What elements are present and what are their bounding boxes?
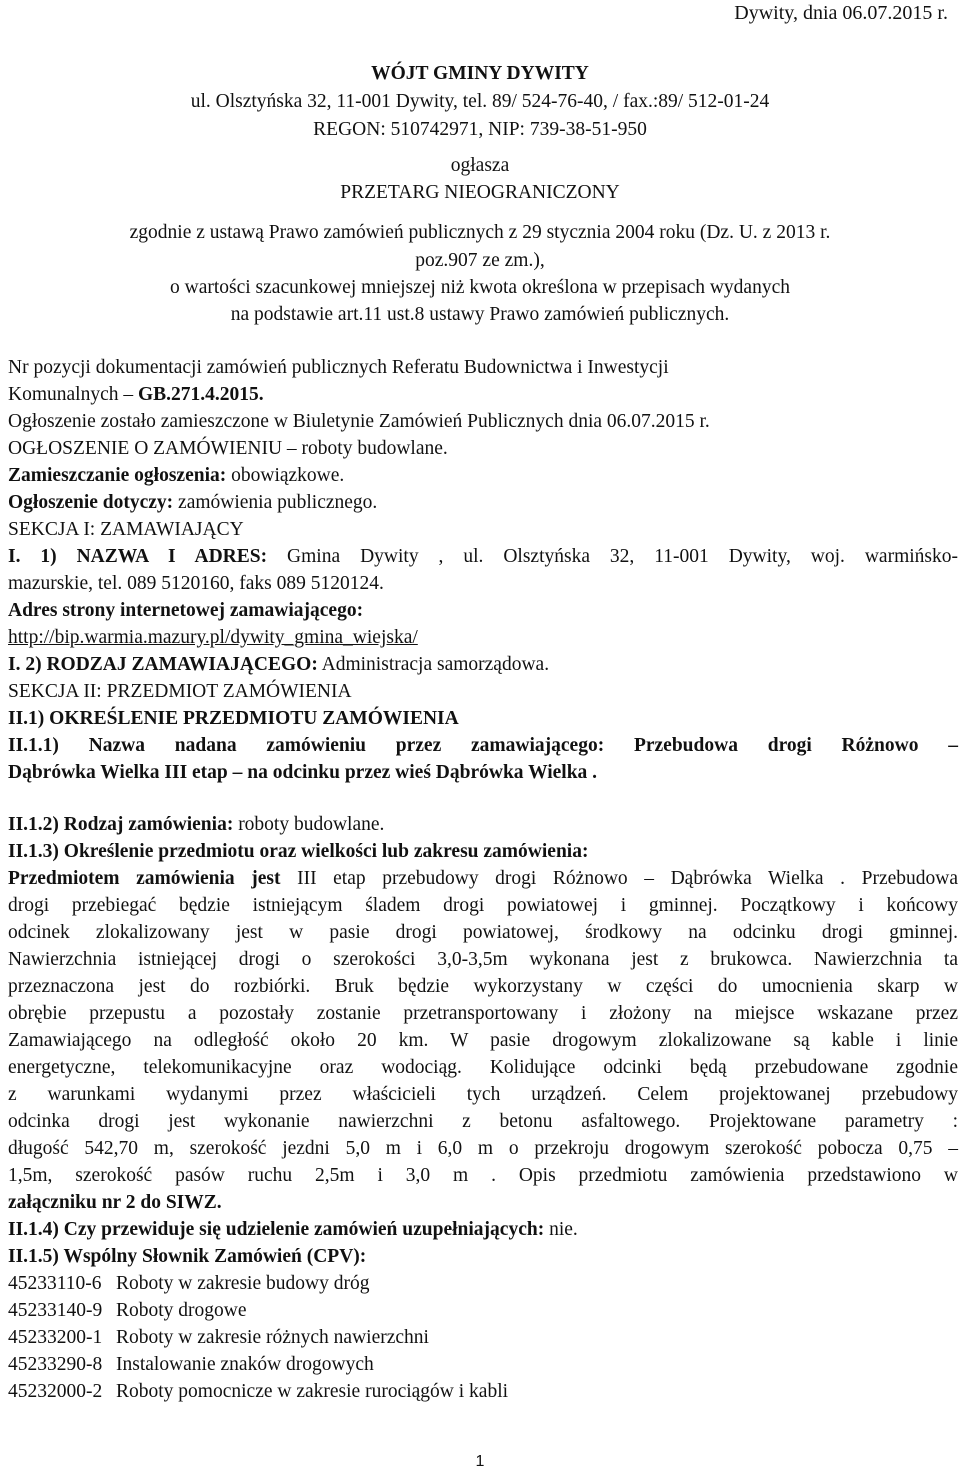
- cpv-row: [8, 1327, 429, 1349]
- section2-subtitle: II.1) OKREŚLENIE PRZEDMIOTU ZAMÓWIENIA: [8, 708, 459, 729]
- contracting-name-line2: mazurskie, tel. 089 5120160, faks 089 5120124.: [8, 573, 384, 594]
- scope-label: II.1.3) Określenie przedmiotu oraz wielkości lub zakresu zamówienia:: [8, 841, 589, 862]
- cpv-desc: Roboty drogowe: [116, 1300, 247, 1321]
- cpv-row: [8, 1300, 247, 1322]
- cpv-row: [8, 1273, 369, 1295]
- contracting-name-value: Gmina Dywity , ul. Olsztyńska 32, 11-001 Dywity, woj. warmińsko-: [267, 546, 958, 567]
- scope-line: drogi przebiegać będzie istniejącym śladem drogi powiatowej i gminnej. Początkowy i końcowy: [8, 895, 958, 916]
- issuer-name: WÓJT GMINY DYWITY: [371, 63, 589, 84]
- cpv-row: [8, 1354, 374, 1376]
- placement-line: [8, 465, 344, 487]
- scope-attachment: załączniku nr 2 do SIWZ.: [8, 1192, 222, 1213]
- notice-type: OGŁOSZENIE O ZAMÓWIENIU – roboty budowlane.: [8, 438, 448, 459]
- scope-line: energetyczne, telekomunikacyjne oraz wodociąg. Kolidujące odcinki będą przebudowane zgodnie: [8, 1057, 958, 1078]
- announces-text: ogłasza: [450, 155, 510, 176]
- cpv-desc: Roboty pomocnicze w zakresie rurociągów i kabli: [116, 1381, 509, 1402]
- cpv-desc: Instalowanie znaków drogowych: [116, 1354, 374, 1375]
- cpv-label: II.1.5) Wspólny Słownik Zamówień (CPV):: [8, 1246, 367, 1267]
- cpv-code: 45233290-8: [8, 1354, 103, 1375]
- docnum-line2: [8, 384, 264, 406]
- scope-line: odcinek zlokalizowany jest w pasie drogi powiatowej, środkowy na odcinku drogi gminnej.: [8, 922, 958, 943]
- tender-type: PRZETARG NIEOGRANICZONY: [340, 182, 620, 203]
- scope-line: odcinka drogi jest wykonanie nawierzchni z betonu asfaltowego. Projektowane parametry :: [8, 1111, 958, 1132]
- placement-value: obowiązkowe.: [226, 465, 345, 486]
- value-threshold-line1: o wartości szacunkowej mniejszej niż kwota określona w przepisach wydanych: [169, 277, 790, 298]
- supplementary-line: [8, 1219, 578, 1241]
- cpv-code: 45233200-1: [8, 1327, 103, 1348]
- order-kind-line: [8, 814, 384, 836]
- concerns-line: [8, 492, 377, 514]
- issuer-address: ul. Olsztyńska 32, 11-001 Dywity, tel. 89/ 524-76-40, / fax.:89/ 512-01-24: [190, 91, 770, 112]
- scope-line: Zamawiającego na odległość około 20 km. W pasie drogowym zlokalizowane są kable i linie: [8, 1030, 958, 1051]
- scope-bold-start: Przedmiotem zamówienia jest: [8, 868, 281, 889]
- scope-line: obrębie przepustu a pozostały zostanie przetransportowany i złożony na miejsce wskazane przez: [8, 1003, 958, 1024]
- website-link[interactable]: http://bip.warmia.mazury.pl/dywity_gmina_wiejska/: [8, 627, 418, 648]
- concerns-label: Ogłoszenie dotyczy:: [8, 492, 174, 513]
- scope-line-rest: III etap przebudowy drogi Różnowo – Dąbrówka Wielka . Przebudowa: [280, 868, 958, 889]
- cpv-desc: Roboty w zakresie różnych nawierzchni: [116, 1327, 429, 1348]
- issuer-ids: REGON: 510742971, NIP: 739-38-51-950: [313, 119, 647, 140]
- contracting-kind-label: I. 2) RODZAJ ZAMAWIAJĄCEGO:: [8, 654, 318, 675]
- section2-title: SEKCJA II: PRZEDMIOT ZAMÓWIENIA: [8, 681, 352, 702]
- scope-line: z warunkami wydanymi przez właścicieli tych urządzeń. Celem projektowanej przebudowy: [8, 1084, 958, 1105]
- scope-line: Nawierzchnia istniejącej drogi o szerokości 3,0-3,5m wykonana jest z brukowca. Nawierzchnia ta: [8, 949, 958, 970]
- cpv-desc: Roboty w zakresie budowy dróg: [116, 1273, 370, 1294]
- published-info: Ogłoszenie zostało zamieszczone w Biuletynie Zamówień Publicznych dnia 06.07.2015 r.: [8, 411, 710, 432]
- page-number: 1: [475, 1453, 485, 1470]
- scope-line: długość 542,70 m, szerokość jezdni 5,0 m i 6,0 m o przekroju drogowym szerokość pobocza 0,75 –: [8, 1138, 958, 1159]
- docnum-code: GB.271.4.2015.: [137, 384, 264, 405]
- supplementary-value: nie.: [544, 1219, 578, 1240]
- docnum-line1: Nr pozycji dokumentacji zamówień publicznych Referatu Budownictwa i Inwestycji: [8, 357, 669, 378]
- cpv-code: 45233110-6: [8, 1273, 102, 1294]
- value-threshold-line2: na podstawie art.11 ust.8 ustawy Prawo zamówień publicznych.: [230, 304, 730, 325]
- cpv-row: [8, 1381, 508, 1403]
- scope-line: [8, 868, 958, 890]
- law-reference-line1: zgodnie z ustawą Prawo zamówień publicznych z 29 stycznia 2004 roku (Dz. U. z 2013 r.: [129, 222, 831, 243]
- contracting-kind-line: [8, 654, 549, 676]
- contracting-name-line1: [8, 546, 958, 568]
- contracting-kind-value: Administracja samorządowa.: [317, 654, 550, 675]
- date-line: Dywity, dnia 06.07.2015 r.: [734, 2, 948, 24]
- section1-title: SEKCJA I: ZAMAWIAJĄCY: [8, 519, 244, 540]
- concerns-value: zamówienia publicznego.: [173, 492, 378, 513]
- contracting-name-label: I. 1) NAZWA I ADRES:: [8, 546, 268, 567]
- order-kind-value: roboty budowlane.: [233, 814, 385, 835]
- placement-label: Zamieszczanie ogłoszenia:: [8, 465, 227, 486]
- order-name-line1: II.1.1) Nazwa nadana zamówieniu przez zamawiającego: Przebudowa drogi Różnowo –: [8, 735, 958, 756]
- scope-line: przeznaczona jest do rozbiórki. Bruk będzie wykorzystany w części do umocnienia skarp w: [8, 976, 958, 997]
- scope-line: 1,5m, szerokość pasów ruchu 2,5m i 3,0 m . Opis przedmiotu zamówienia przedstawiono w: [8, 1165, 958, 1186]
- order-kind-label: II.1.2) Rodzaj zamówienia:: [8, 814, 234, 835]
- law-reference-line2: poz.907 ze zm.),: [415, 250, 545, 271]
- order-name-line2: Dąbrówka Wielka III etap – na odcinku przez wieś Dąbrówka Wielka .: [8, 762, 598, 783]
- website-line: [8, 627, 418, 649]
- cpv-code: 45232000-2: [8, 1381, 103, 1402]
- cpv-code: 45233140-9: [8, 1300, 103, 1321]
- docnum-prefix: Komunalnych –: [8, 384, 138, 405]
- website-label: Adres strony internetowej zamawiającego:: [8, 600, 364, 621]
- supplementary-label: II.1.4) Czy przewiduje się udzielenie zamówień uzupełniających:: [8, 1219, 545, 1240]
